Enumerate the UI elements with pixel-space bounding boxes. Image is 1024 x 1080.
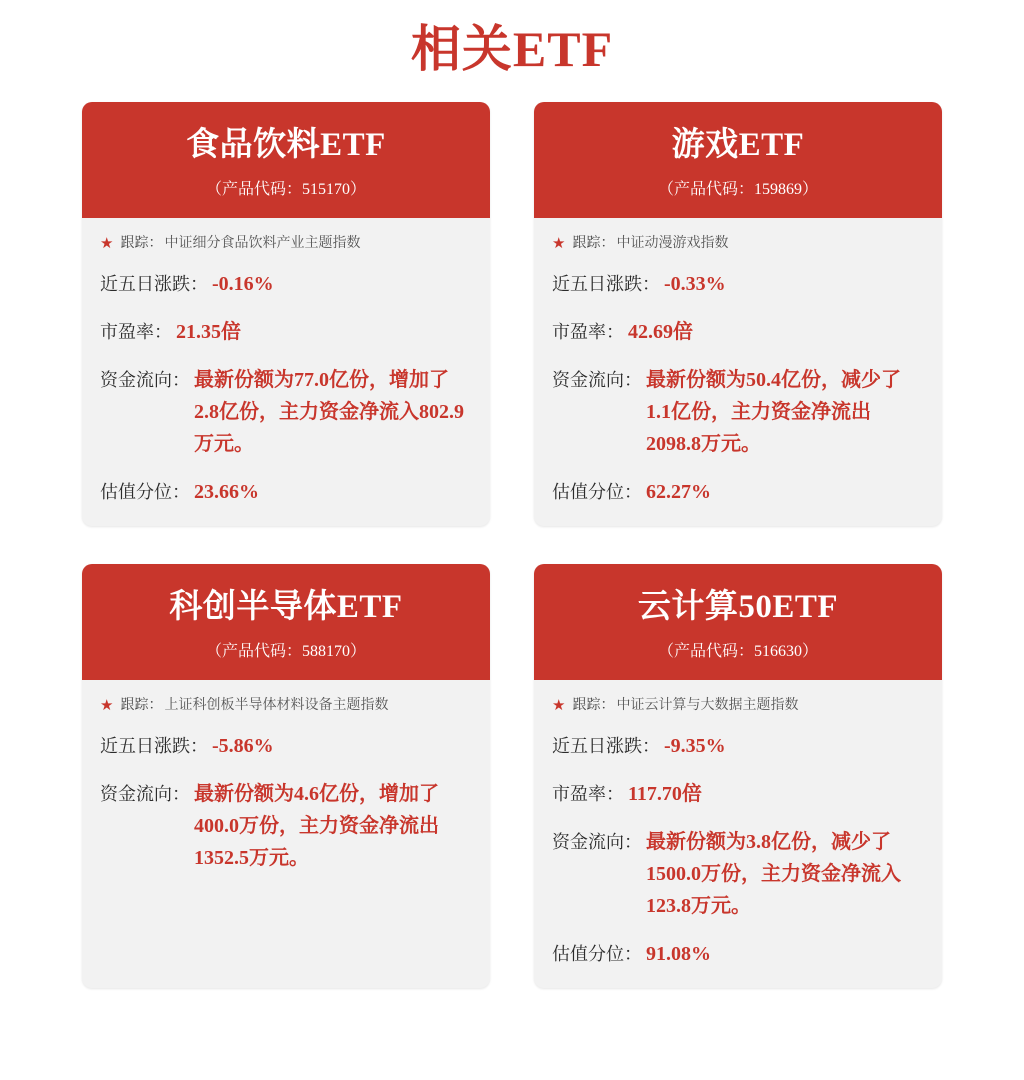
pe-ratio-row [552, 316, 924, 348]
fund-flow-label: 资金流向： [100, 370, 190, 390]
valuation-percentile-row [552, 938, 924, 970]
valuation-percentile-value: 23.66% [194, 481, 259, 503]
etf-code [92, 180, 480, 200]
etf-card-header [534, 564, 942, 680]
etf-card[interactable] [82, 564, 490, 988]
code-prefix: （产品代码： [657, 643, 754, 660]
star-icon: ★ [100, 698, 114, 714]
etf-card[interactable] [534, 102, 942, 526]
etf-code [544, 180, 932, 200]
tracking-index-row [100, 234, 472, 254]
etf-card-header [82, 102, 490, 218]
fund-flow-row [552, 826, 924, 922]
tracking-label: 跟踪： [572, 698, 615, 713]
pe-ratio-label: 市盈率： [552, 322, 624, 342]
etf-card-body [82, 680, 490, 988]
fund-flow-value: 最新份额为77.0亿份，增加了2.8亿份，主力资金净流入802.9万元。 [194, 369, 464, 455]
code-value: 516630 [754, 643, 802, 660]
etf-card-body [534, 218, 942, 526]
etf-name: 云计算50ETF [637, 589, 839, 625]
fund-flow-value: 最新份额为50.4亿份，减少了1.1亿份，主力资金净流出2098.8万元。 [646, 369, 901, 455]
valuation-percentile-value: 91.08% [646, 943, 711, 965]
valuation-percentile-row [100, 476, 472, 508]
tracking-value: 中证云计算与大数据主题指数 [616, 698, 799, 713]
code-suffix: ） [350, 643, 367, 660]
etf-card[interactable] [534, 564, 942, 988]
tracking-value: 中证动漫游戏指数 [616, 236, 729, 251]
pe-ratio-value: 21.35倍 [176, 321, 241, 343]
etf-code [544, 642, 932, 662]
fund-flow-row [100, 778, 472, 874]
pe-ratio-value: 117.70倍 [628, 783, 702, 805]
code-suffix: ） [802, 643, 819, 660]
etf-code [92, 642, 480, 662]
etf-card-grid [82, 102, 942, 988]
valuation-percentile-value: 62.27% [646, 481, 711, 503]
code-value: 515170 [302, 181, 350, 198]
tracking-value: 中证细分食品饮料产业主题指数 [164, 236, 361, 251]
etf-card-header [534, 102, 942, 218]
etf-name: 游戏ETF [671, 127, 805, 163]
etf-card-body [82, 218, 490, 526]
star-icon: ★ [552, 698, 566, 714]
fund-flow-row [100, 364, 472, 460]
tracking-index-row [552, 234, 924, 254]
five-day-change-label: 近五日涨跌： [100, 274, 208, 294]
fund-flow-value: 最新份额为4.6亿份，增加了400.0万份，主力资金净流出1352.5万元。 [194, 783, 439, 869]
code-value: 159869 [754, 181, 802, 198]
five-day-change-row [552, 730, 924, 762]
pe-ratio-label: 市盈率： [100, 322, 172, 342]
code-prefix: （产品代码： [205, 643, 302, 660]
code-suffix: ） [350, 181, 367, 198]
code-value: 588170 [302, 643, 350, 660]
star-icon: ★ [552, 236, 566, 252]
fund-flow-row [552, 364, 924, 460]
code-prefix: （产品代码： [205, 181, 302, 198]
fund-flow-label: 资金流向： [100, 784, 190, 804]
etf-card[interactable] [82, 102, 490, 526]
tracking-label: 跟踪： [572, 236, 615, 251]
pe-ratio-row [552, 778, 924, 810]
tracking-value: 上证科创板半导体材料设备主题指数 [164, 698, 389, 713]
star-icon: ★ [100, 236, 114, 252]
etf-name: 食品饮料ETF [186, 127, 386, 163]
page-title: 相关ETF [410, 21, 614, 77]
tracking-label: 跟踪： [120, 698, 163, 713]
pe-ratio-label: 市盈率： [552, 784, 624, 804]
five-day-change-value: -0.16% [212, 273, 274, 295]
etf-card-body [534, 680, 942, 988]
five-day-change-row [100, 730, 472, 762]
tracking-index-row [552, 696, 924, 716]
five-day-change-label: 近五日涨跌： [100, 736, 208, 756]
valuation-percentile-label: 估值分位： [552, 944, 642, 964]
tracking-index-row [100, 696, 472, 716]
five-day-change-label: 近五日涨跌： [552, 736, 660, 756]
code-suffix: ） [802, 181, 819, 198]
pe-ratio-row [100, 316, 472, 348]
five-day-change-label: 近五日涨跌： [552, 274, 660, 294]
five-day-change-value: -0.33% [664, 273, 726, 295]
pe-ratio-value: 42.69倍 [628, 321, 693, 343]
valuation-percentile-row [552, 476, 924, 508]
five-day-change-row [100, 268, 472, 300]
fund-flow-value: 最新份额为3.8亿份，减少了1500.0万份，主力资金净流入123.8万元。 [646, 831, 901, 917]
etf-name: 科创半导体ETF [169, 589, 403, 625]
tracking-label: 跟踪： [120, 236, 163, 251]
valuation-percentile-label: 估值分位： [100, 482, 190, 502]
code-prefix: （产品代码： [657, 181, 754, 198]
five-day-change-value: -9.35% [664, 735, 726, 757]
valuation-percentile-label: 估值分位： [552, 482, 642, 502]
fund-flow-label: 资金流向： [552, 832, 642, 852]
five-day-change-value: -5.86% [212, 735, 274, 757]
etf-card-header [82, 564, 490, 680]
five-day-change-row [552, 268, 924, 300]
fund-flow-label: 资金流向： [552, 370, 642, 390]
